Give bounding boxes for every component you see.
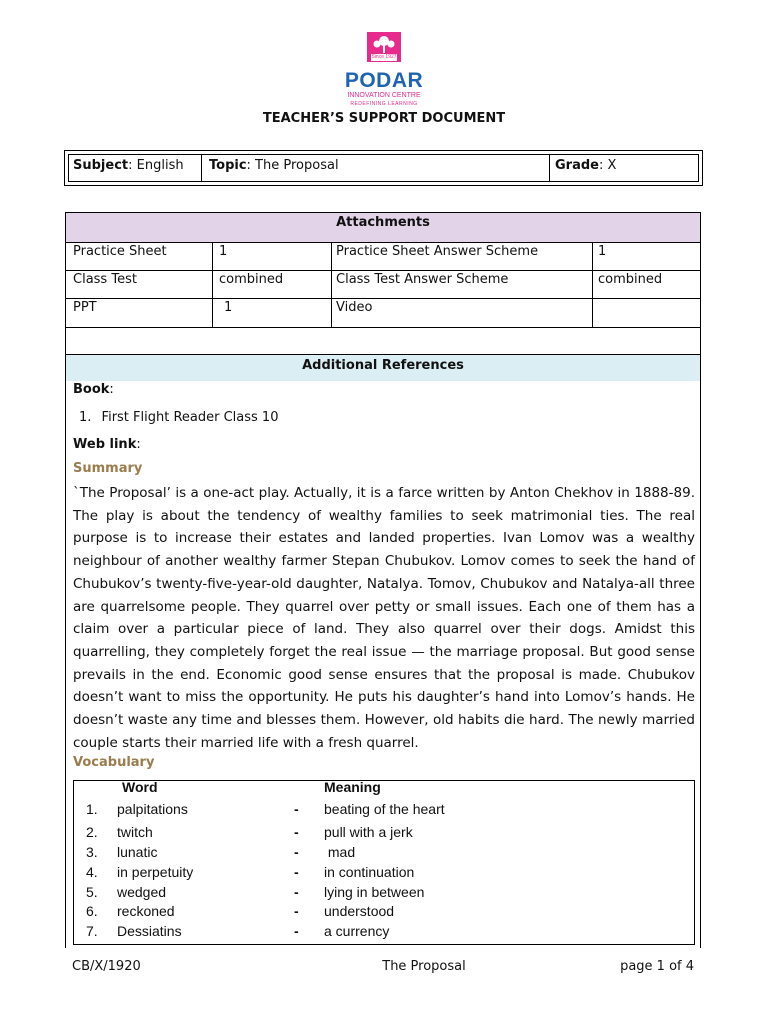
vocab-num: 4.	[86, 864, 98, 880]
vocab-word: Dessiatins	[117, 923, 182, 939]
vocab-num: 3.	[86, 844, 98, 860]
vocab-meaning: lying in between	[324, 884, 425, 900]
book-item-num: 1.	[79, 410, 92, 425]
vocab-word: in perpetuity	[117, 864, 194, 880]
vocab-word-header: Word	[122, 779, 158, 795]
vocab-word: reckoned	[117, 903, 175, 919]
topic-cell	[205, 155, 549, 181]
attachments-header: Attachments	[66, 213, 700, 242]
vocab-dash: -	[294, 824, 299, 840]
references-header: Additional References	[66, 355, 700, 381]
vocab-word: wedged	[117, 884, 167, 900]
vocab-num: 7.	[86, 923, 98, 939]
topic-label: Topic	[209, 158, 247, 173]
subject-cell	[69, 155, 201, 181]
vocab-meaning: in continuation	[324, 864, 415, 880]
book-heading: Book:	[73, 382, 114, 397]
book-item	[79, 410, 278, 425]
vocab-meaning: mad	[324, 844, 356, 860]
vocab-meaning: beating of the heart	[324, 801, 445, 817]
web-link-heading: Web link:	[73, 437, 141, 452]
vocab-meaning: pull with a jerk	[324, 824, 413, 840]
vocab-dash: -	[294, 884, 299, 900]
grade-value: : X	[598, 158, 617, 173]
vocab-dash: -	[294, 903, 299, 919]
since-label: Since 1927	[371, 54, 397, 60]
vocab-dash: -	[294, 844, 299, 860]
vocab-num: 2.	[86, 824, 98, 840]
vocabulary-heading: Vocabulary	[73, 755, 155, 770]
footer-page-number: page 1 of 4	[620, 959, 694, 974]
att-r2-c4: combined	[598, 272, 663, 287]
grade-cell	[551, 155, 695, 181]
att-r1-c4: 1	[598, 244, 607, 259]
document-title: TEACHER’S SUPPORT DOCUMENT	[262, 111, 506, 126]
logo-subtitle: INNOVATION CENTRE	[347, 92, 421, 99]
vocabulary-table	[73, 780, 695, 945]
vocab-word: lunatic	[117, 844, 158, 860]
references-section	[65, 355, 701, 948]
att-r1-c3: Practice Sheet Answer Scheme	[336, 244, 539, 259]
vocab-meaning: understood	[324, 903, 395, 919]
tree-icon	[367, 32, 401, 62]
web-link-label: Web link	[73, 437, 137, 452]
vocab-num: 5.	[86, 884, 98, 900]
attachments-table	[65, 212, 701, 355]
att-r2-c2: combined	[219, 272, 284, 287]
summary-heading: Summary	[73, 461, 143, 476]
att-r3-c2: 1	[224, 300, 233, 315]
att-r1-c2: 1	[219, 244, 228, 259]
att-r2-c1: Class Test	[73, 272, 137, 287]
topic-value: : The Proposal	[246, 158, 339, 173]
att-r3-c3: Video	[336, 300, 373, 315]
vocab-num: 1.	[86, 801, 98, 817]
vocab-meaning-header: Meaning	[324, 779, 381, 795]
grade-label: Grade	[555, 158, 599, 173]
vocab-dash: -	[294, 801, 299, 817]
book-item-text: First Flight Reader Class 10	[101, 410, 279, 425]
header-table	[64, 150, 703, 186]
vocab-word: palpitations	[117, 801, 188, 817]
subject-value: : English	[128, 158, 184, 173]
logo-name: PODAR	[344, 69, 424, 92]
footer-title: The Proposal	[382, 959, 466, 974]
att-r1-c1: Practice Sheet	[73, 244, 167, 259]
att-r2-c3: Class Test Answer Scheme	[336, 272, 509, 287]
vocab-dash: -	[294, 864, 299, 880]
footer-code: CB/X/1920	[72, 959, 141, 974]
summary-text: `The Proposal’ is a one-act play. Actually, it is a farce written by Anton Chekhov in 1888-89. The play is about the tendency of wealthy families to seek matrimonial ties. The real purpose is to increase their estates and landed properties. Ivan Lomov was a wealthy neighbour of another wealthy farmer Stepan Chubukov. Lomov comes to seek the hand of Chubukov’s twenty-five-year-old daughter, Natalya. Tomov, Chubukov and Natalya-all three are quarrelsome people. They quarrel over petty or small issues. Each one of them has a claim over a particular piece of land. They also quarrel over their dogs. Amidst this quarrelling, they completely forget the real issue — the marriage proposal. But good sense prevails in the end. Economic good sense ensures that the proposal is made. Chubukov doesn’t want to miss the opportunity. He puts his daughter’s hand into Lomov’s hands. He doesn’t waste any time and blesses them. However, old habits die hard. The newly married couple starts their married life with a fresh quarrel.	[73, 485, 695, 751]
vocab-num: 6.	[86, 903, 98, 919]
podar-logo	[334, 28, 434, 110]
logo-tagline: REDEFINING LEARNING	[350, 101, 418, 107]
book-label: Book	[73, 382, 110, 397]
vocab-word: twitch	[117, 824, 153, 840]
vocab-dash: -	[294, 923, 299, 939]
att-r3-c1: PPT	[73, 300, 97, 315]
vocab-meaning: a currency	[324, 923, 390, 939]
subject-label: Subject	[73, 158, 129, 173]
